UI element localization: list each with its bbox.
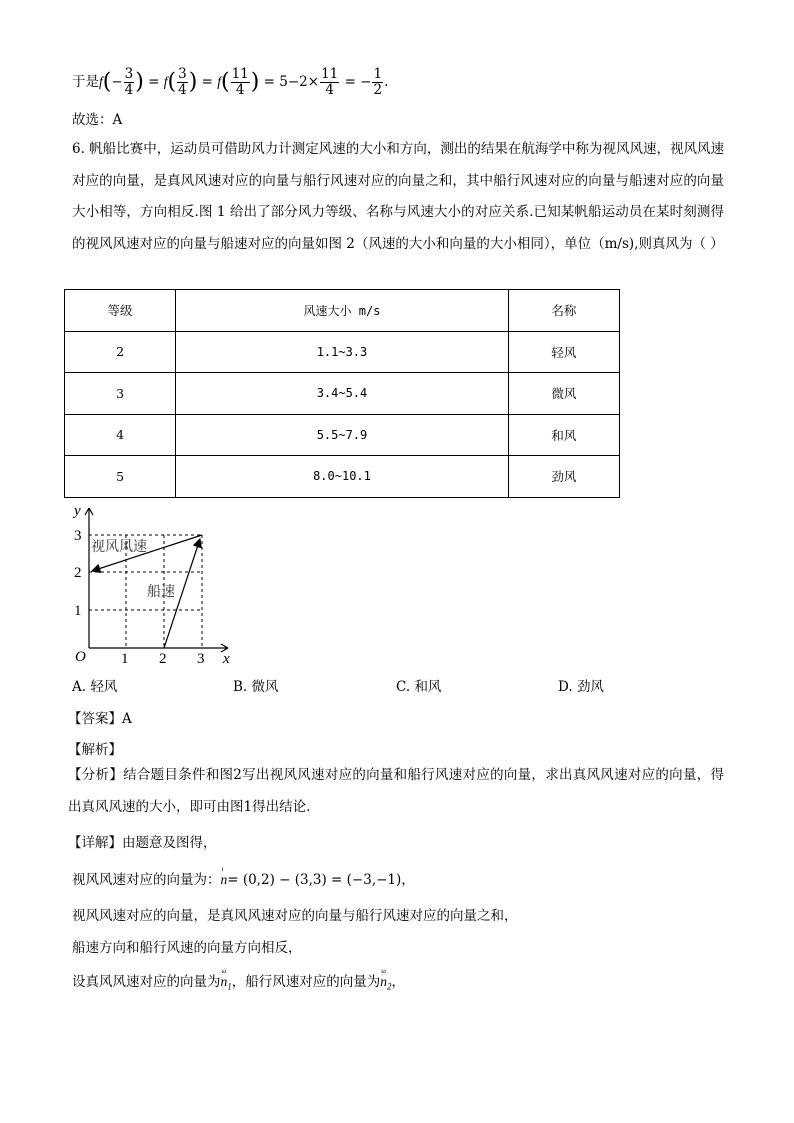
table-cell: 3	[65, 373, 176, 415]
x-axis-label: x	[223, 651, 230, 667]
previous-answer: 故选：A	[72, 112, 123, 128]
table-header-cell: 等级	[65, 290, 176, 332]
y-tick-label: 2	[74, 565, 82, 581]
y-tick-label: 1	[74, 603, 82, 619]
vector-n1: ω $n_1$	[220, 967, 232, 992]
fraction: $\frac{11}{4}$	[321, 66, 339, 98]
ship-speed-label: 船速	[147, 584, 175, 600]
table-header-row	[65, 290, 620, 332]
detail-line-5: 设真风风速对应的向量为 ω $n_1$，船行风速对应的向量为 ω $n_2$，	[72, 967, 405, 992]
fraction: $\frac{1}{2}$	[373, 66, 383, 98]
wind-grade-table	[64, 289, 620, 498]
table-header-cell: 风速大小 m/s	[176, 290, 509, 332]
table-row	[65, 373, 620, 415]
table-cell: 和风	[508, 414, 619, 456]
detail-line-3: 视风风速对应的向量，是真风风速对应的向量与船行风速对应的向量之和，	[72, 908, 518, 924]
choice-b[interactable]: B. 微风	[233, 679, 279, 695]
fraction: $\frac{3}{4}$	[124, 66, 134, 98]
choice-d[interactable]: D. 劲风	[558, 679, 604, 695]
answer-label: 【答案】A	[68, 711, 132, 727]
table-cell: 轻风	[508, 331, 619, 373]
analysis-label: 【解析】	[68, 742, 122, 758]
choice-c[interactable]: C. 和风	[396, 679, 442, 695]
table-cell: 3.4~5.4	[176, 373, 509, 415]
table-cell: 劲风	[508, 456, 619, 498]
vector-n2: ω $n_2$	[380, 967, 392, 992]
table-cell: 5.5~7.9	[176, 414, 509, 456]
table-cell: 5	[65, 456, 176, 498]
formula-prefix: 于是	[72, 74, 99, 90]
table-row	[65, 331, 620, 373]
fraction: $\frac{3}{4}$	[178, 66, 187, 98]
origin-label: O	[75, 649, 86, 665]
table-row	[65, 456, 620, 498]
table-cell: 4	[65, 414, 176, 456]
fraction: $\frac{11}{4}$	[231, 66, 249, 98]
x-tick-label: 3	[197, 651, 205, 667]
analysis-text: 【分析】结合题目条件和图2写出视风风速对应的向量和船行风速对应的向量，求出真风风速对应的向量，得出真风风速的大小，即可由图1得出结论.	[68, 767, 724, 815]
vector-n: ı n	[220, 865, 228, 887]
y-axis-label: y	[74, 503, 81, 519]
table-cell: 1.1~3.3	[176, 331, 509, 373]
vector-figure	[60, 500, 250, 670]
question-text: 6. 帆船比赛中，运动员可借助风力计测定风速的大小和方向，测出的结果在航海学中称为视风风速，视风风速对应的向量，是真风风速对应的向量与船行风速对应的向量之和，其中船行风速对应的向量与船速对应的向量大小相等，方向相反.图 1 给出了部分风力等级、名称与风速大小的对应关系.已知某帆船运动员在某时刻测得的视风风速对应的向量与船速对应的向量如图 2（风速的大小和向量的大小相同），单位（m/s),则真风为（ ）	[72, 141, 724, 252]
y-tick-label: 3	[74, 528, 82, 544]
table-cell: 微风	[508, 373, 619, 415]
formula-line: 于是f(− $\frac{3}{4}$ ) = f( $\frac{3}{4}$ ) = f( $\frac{11}{4}$ ) = 5−2× $\frac{11}{4}$ = − $\frac{1}{2}$ .	[72, 66, 389, 98]
table-header-cell: 名称	[508, 290, 619, 332]
detail-line-4: 船速方向和船行风速的向量方向相反，	[72, 940, 302, 956]
x-tick-label: 1	[121, 651, 129, 667]
f-symbol: f	[99, 74, 103, 89]
detail-vector-line: 视风风速对应的向量为： ı n= (0,2) − (3,3) = (−3,−1)，	[72, 865, 415, 888]
detail-intro: 【详解】由题意及图得，	[68, 835, 217, 851]
table-cell: 2	[65, 331, 176, 373]
apparent-wind-label: 视风风速	[91, 539, 147, 555]
choice-a[interactable]: A. 轻风	[72, 679, 118, 695]
table-row	[65, 414, 620, 456]
x-tick-label: 2	[159, 651, 167, 667]
table-cell: 8.0~10.1	[176, 456, 509, 498]
